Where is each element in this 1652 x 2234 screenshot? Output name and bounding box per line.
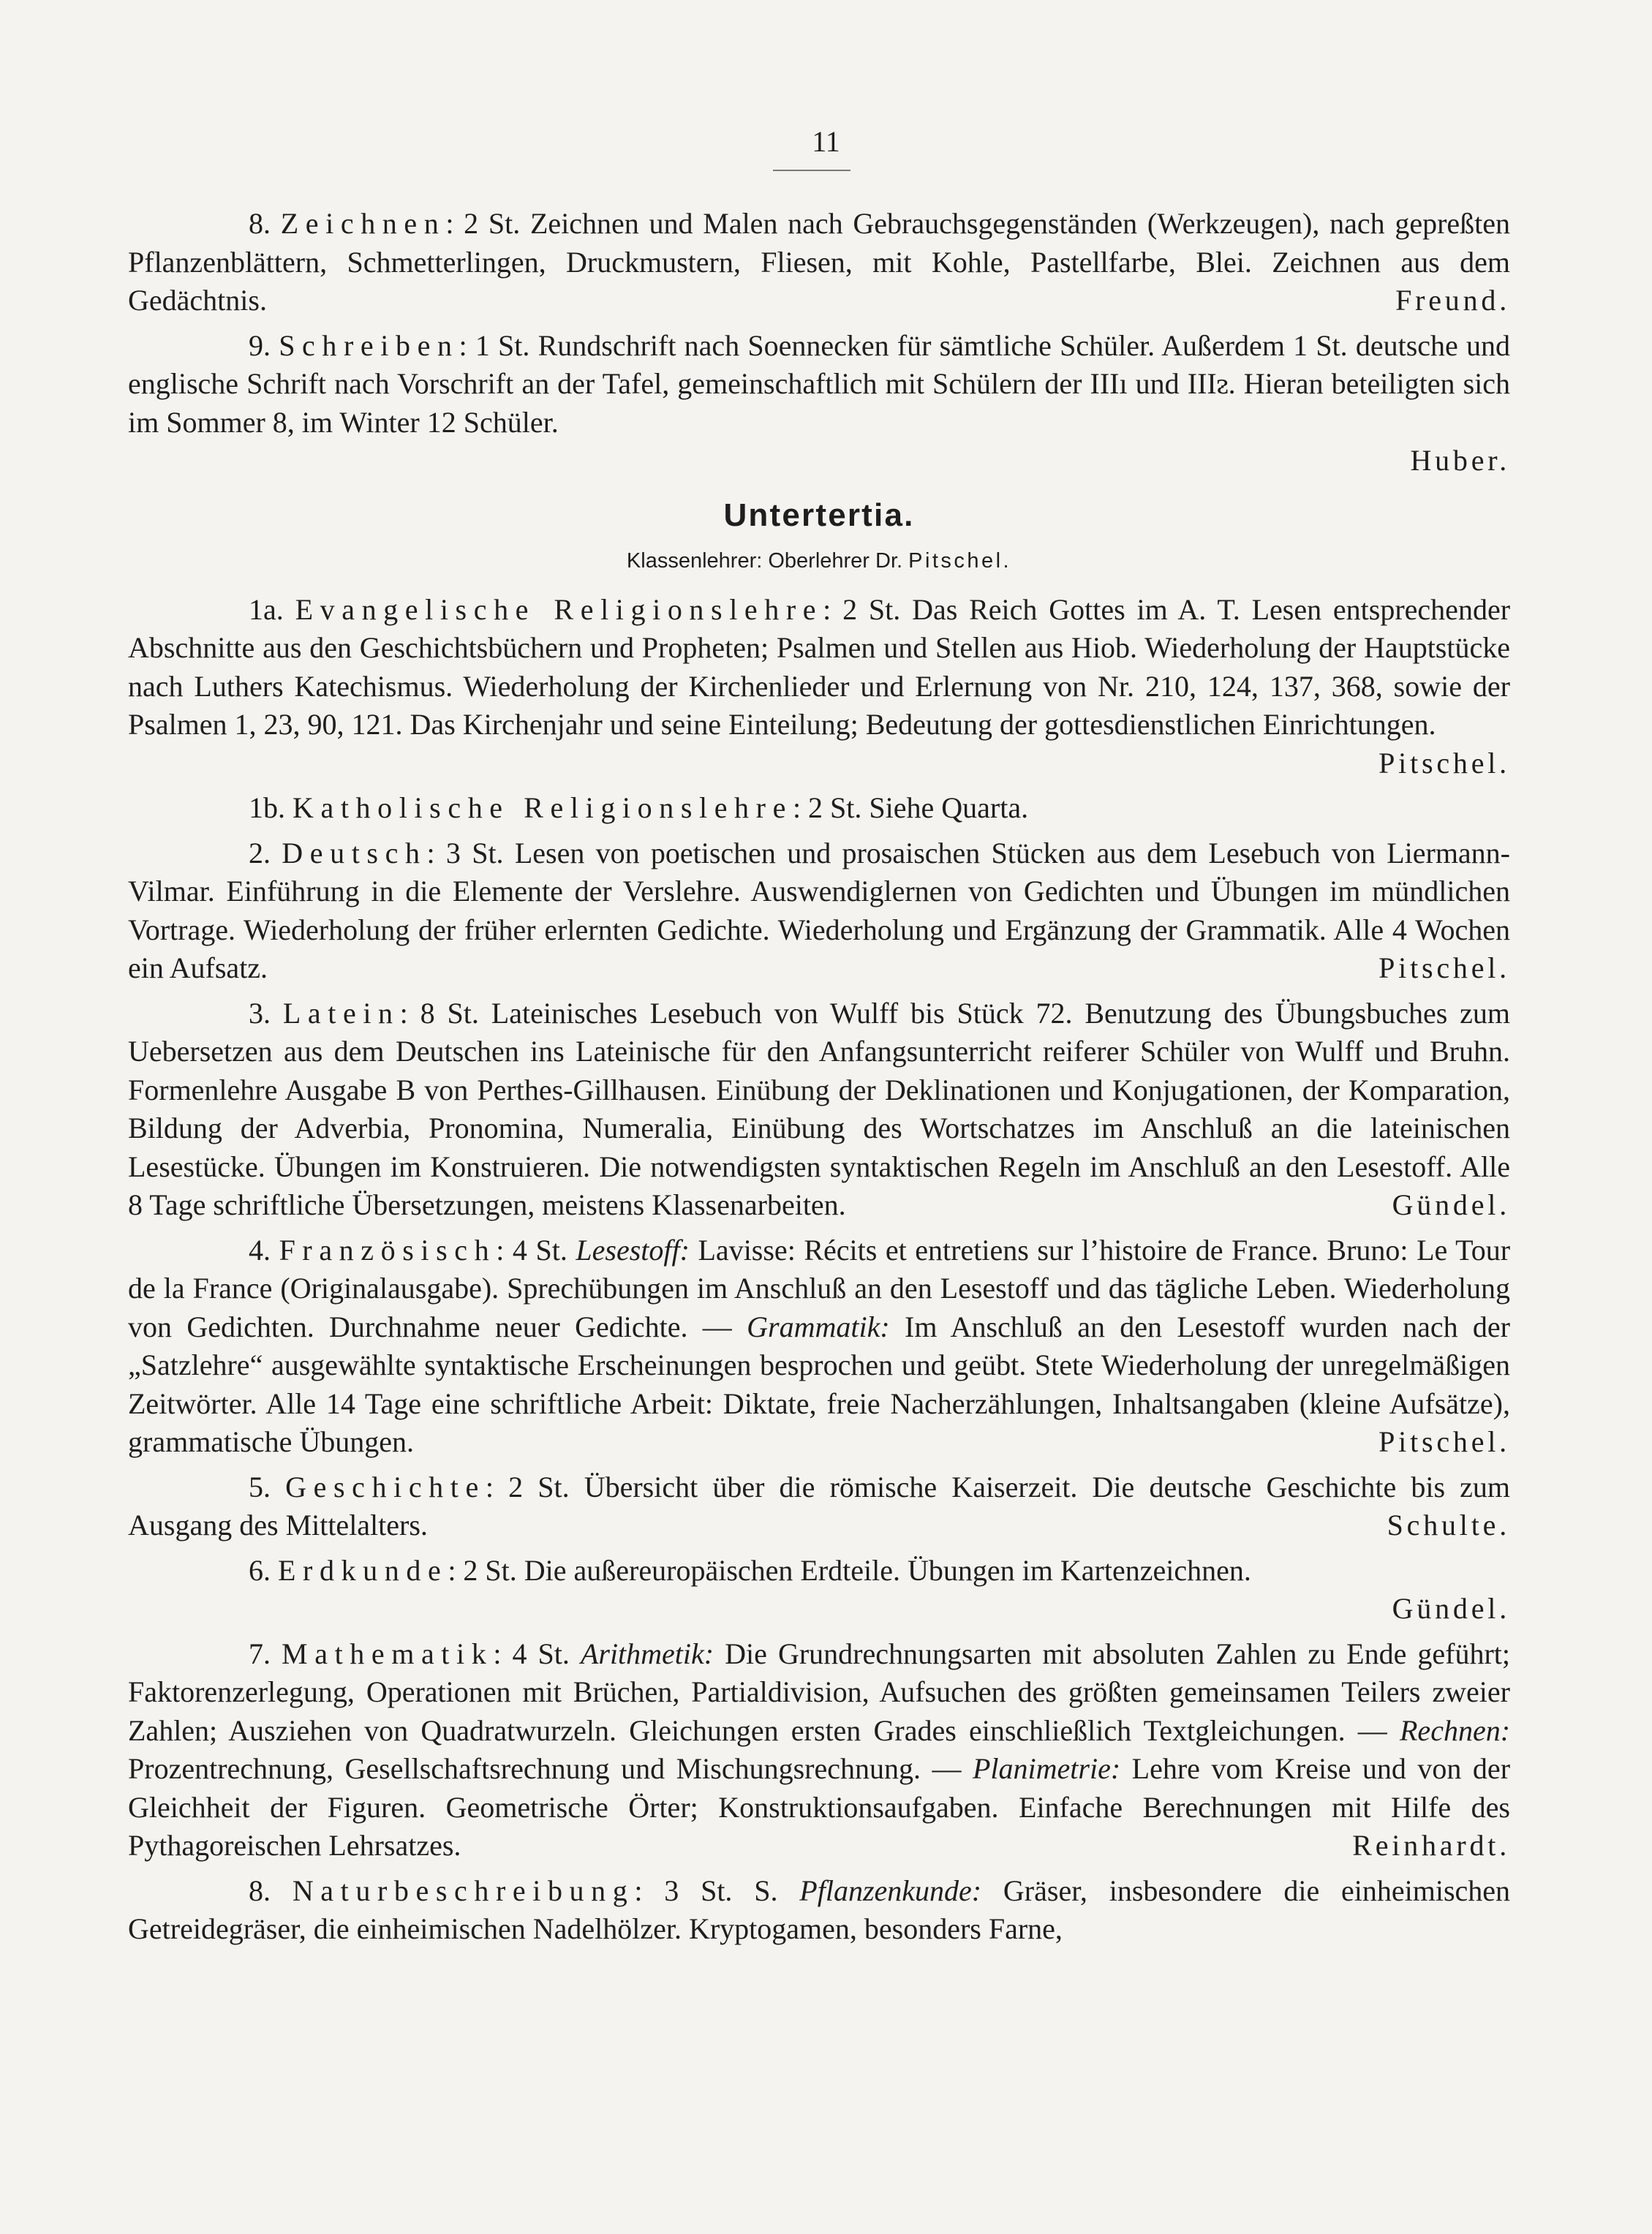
section-body: Die außereuropäischen Erdteile. Übungen im Kartenzeichnen. xyxy=(524,1553,1251,1587)
section-body-1: Die Grundrechnungsarten mit absoluten Zahlen zu Ende geführt; Faktorenzerlegung, Operationen mit Brüchen, Partialdivision, Aufsuchen des größten gemeinsamen Teilers zweier Zahlen; Ausziehen von Quadratwurzeln. Gleichungen ersten Grades einschließlich Textgleichungen. — xyxy=(128,1637,1511,1747)
class-heading: Untertertia. xyxy=(723,497,915,533)
section-label-grammatik: Grammatik: xyxy=(747,1310,890,1343)
section-subject: Mathematik xyxy=(282,1637,494,1670)
section-schreiben xyxy=(128,327,1510,480)
section-body: Zeichnen und Malen nach Gebrauchsgegenständen (Werkzeugen), nach gepreßten Pflanzenblättern, Schmetterlingen, Druckmustern, Fliesen, mit Kohle, Pastellfarbe, Blei. Zeichnen aus dem Gedächtnis. xyxy=(128,207,1511,317)
section-teacher: Reinhardt. xyxy=(1352,1829,1510,1862)
section-teacher: Gündel. xyxy=(1392,1592,1510,1625)
section-erdkunde xyxy=(128,1552,1510,1629)
section-teacher: Pitschel. xyxy=(1378,1425,1510,1458)
section-number: 7. xyxy=(249,1637,271,1670)
section-label-pflanzenkunde: Pflanzenkunde: xyxy=(799,1873,982,1907)
section-label-rechnen: Rechnen: xyxy=(1400,1713,1511,1747)
section-body-3: Lehre vom Kreise und von der Gleichheit der Figuren. Geometrische Örter; Konstruktionsaufgaben. Einfache Berechnungen mit Hilfe des Pythagoreischen Lehrsatzes. xyxy=(128,1752,1511,1862)
section-katholische-religionslehre xyxy=(128,789,1510,828)
page-number-rule xyxy=(773,170,850,171)
section-number: 5. xyxy=(249,1470,271,1503)
section-deutsch xyxy=(128,834,1510,988)
section-hours: : 2 St. xyxy=(445,207,521,240)
section-zeichnen xyxy=(128,205,1510,320)
class-teacher-label: Klassenlehrer: Oberlehrer Dr. xyxy=(626,549,903,573)
section-teacher: Pitschel. xyxy=(1378,951,1510,984)
section-number: 1b. xyxy=(249,791,285,824)
section-body-2: Im Anschluß an den Lesestoff wurden nach der „Satzlehre“ ausgewählte syntaktische Erscheinungen besprochen und geübt. Stete Wiederholung der unregelmäßigen Zeitwörter. Alle 14 Tage eine schriftliche Arbeit: Diktate, freie Nacherzählungen, Inhaltsangaben (kleine Aufsätze), grammatische Übungen. xyxy=(128,1310,1510,1458)
section-geschichte xyxy=(128,1468,1510,1545)
section-number: 4. xyxy=(249,1233,271,1267)
section-body-2: Prozentrechnung, Gesellschaftsrechnung und Mischungsrechnung. — xyxy=(128,1752,962,1785)
class-teacher-name: Pitschel. xyxy=(908,549,1012,573)
section-hours: : 2 St. xyxy=(792,791,862,824)
section-number: 8. xyxy=(249,207,271,240)
section-hours: : 4 St. xyxy=(496,1233,567,1267)
class-teacher xyxy=(128,542,1510,581)
section-subject: Naturbeschreibung xyxy=(292,1873,635,1907)
section-subject: Zeichnen xyxy=(280,207,446,240)
section-body: Übersicht über die römische Kaiserzeit. Die deutsche Geschichte bis zum Ausgang des Mittelalters. xyxy=(128,1470,1511,1541)
section-body: Siehe Quarta. xyxy=(869,791,1029,824)
section-hours: : 2 St. xyxy=(485,1470,570,1503)
section-latein xyxy=(128,995,1510,1225)
section-number: 8. xyxy=(249,1873,271,1907)
section-body: Rundschrift nach Soennecken für sämtliche Schüler. Außerdem 1 St. deutsche und englische Schrift nach Vorschrift an der Tafel, gemeinschaftlich mit Schülern der IIIı und IIIᴤ. Hieran beteiligten sich im Sommer 8, im Winter 12 Schüler. xyxy=(128,328,1511,439)
section-subject: Geschichte xyxy=(285,1470,486,1503)
section-teacher: Pitschel. xyxy=(1378,746,1510,780)
section-teacher: Freund. xyxy=(1395,284,1510,317)
section-hours: : 8 St. xyxy=(399,996,479,1030)
section-subject: Französisch xyxy=(279,1233,497,1267)
section-hours: : 2 St. xyxy=(448,1553,517,1587)
section-subject: Erdkunde xyxy=(278,1553,448,1587)
section-evangelische-religionslehre xyxy=(128,591,1510,783)
section-hours: : 2 St. xyxy=(823,592,901,626)
section-franzoesisch xyxy=(128,1231,1510,1462)
section-body-1: Gräser, insbesondere die einheimischen Getreidegräser, die einheimischen Nadelhölzer. Kryptogamen, besonders Farne, xyxy=(128,1873,1511,1945)
section-body: Lateinisches Lesebuch von Wulff bis Stück 72. Benutzung des Übungsbuches zum Uebersetzen aus dem Deutschen ins Lateinische für den Anfangsunterricht reiferer Schüler von Wulff und Bruhn. Formenlehre Ausgabe B von Perthes-Gillhausen. Einübung der Deklinationen und Konjugationen, der Komparation, Bildung der Adverbia, Pronomina, Numeralia, Einübung des Wortschatzes im Anschluß an die lateinischen Lesestücke. Übungen im Konstruieren. Die notwendigsten syntaktischen Regeln im Anschluß an den Lesestoff. Alle 8 Tage schriftliche Übersetzungen, meistens Klassenarbeiten. xyxy=(128,996,1511,1221)
section-number: 9. xyxy=(249,328,271,362)
section-subject: Deutsch xyxy=(282,836,427,869)
section-teacher: Huber. xyxy=(1410,444,1510,477)
section-body: Das Reich Gottes im A. T. Lesen entsprechender Abschnitte aus den Geschichtsbüchern und Propheten; Psalmen und Stellen aus Hiob. Wiederholung der Hauptstücke nach Luthers Katechismus. Wiederholung der Kirchenlieder und Erlernung von Nr. 210, 124, 137, 368, sowie der Psalmen 1, 23, 90, 121. Das Kirchenjahr und seine Einteilung; Bedeutung der gottesdienstlichen Einrichtungen. xyxy=(128,592,1511,741)
section-teacher: Schulte. xyxy=(1387,1509,1510,1541)
section-number: 2. xyxy=(249,836,271,869)
section-subject: Evangelische Religionslehre xyxy=(295,592,823,626)
section-number: 3. xyxy=(249,996,271,1030)
section-label-planimetrie: Planimetrie: xyxy=(973,1752,1121,1785)
section-label-lesestoff: Lesestoff: xyxy=(576,1233,690,1267)
page-number: 11 xyxy=(812,125,840,158)
section-body-1: Lavisse: Récits et entretiens sur l’histoire de France. Bruno: Le Tour de la France (Originalausgabe). Sprechübungen im Anschluß an den Lesestoff und das tägliche Leben. Wiederholung von Gedichten. Durchnahme neuer Gedichte. — xyxy=(128,1233,1511,1343)
section-naturbeschreibung xyxy=(128,1872,1510,1949)
section-hours: : 3 St. S. xyxy=(634,1873,778,1907)
section-mathematik xyxy=(128,1635,1510,1865)
section-label-arithmetik: Arithmetik: xyxy=(580,1637,714,1670)
section-subject: Katholische Religionslehre xyxy=(293,791,793,824)
section-number: 1a. xyxy=(249,592,284,626)
section-hours: : 4 St. xyxy=(493,1637,570,1670)
section-hours: : 3 St. xyxy=(426,836,504,869)
section-body: Lesen von poetischen und prosaischen Stücken aus dem Lesebuch von Liermann-Vilmar. Einführung in die Elemente der Verslehre. Auswendiglernen von Gedichten und Übungen im mündlichen Vortrage. Wiederholung der früher erlernten Gedichte. Wiederholung und Ergänzung der Grammatik. Alle 4 Wochen ein Aufsatz. xyxy=(128,836,1510,984)
section-teacher: Gündel. xyxy=(1392,1188,1510,1221)
section-number: 6. xyxy=(249,1553,271,1587)
section-subject: Latein xyxy=(282,996,400,1030)
section-subject: Schreiben xyxy=(279,328,459,362)
section-hours: : 1 St. xyxy=(459,328,530,362)
page-body xyxy=(128,205,1510,1955)
